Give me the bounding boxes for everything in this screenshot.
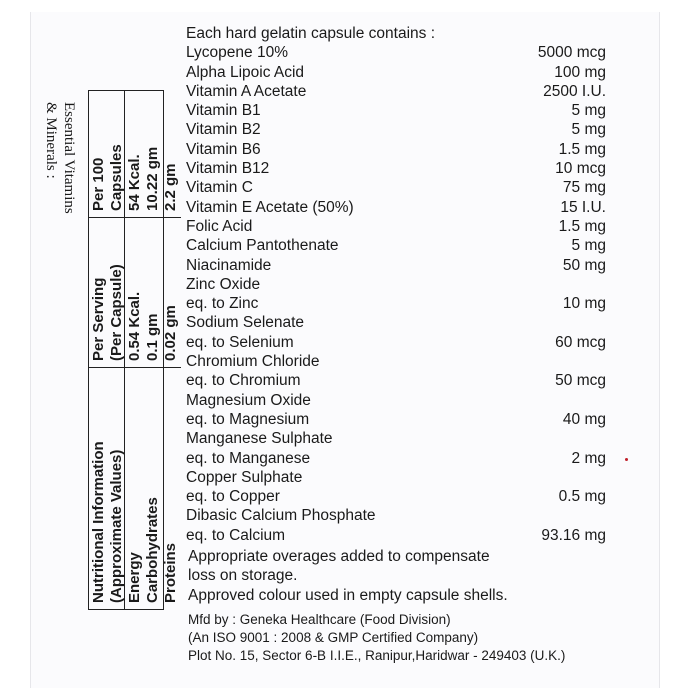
composition-list xyxy=(186,24,606,545)
ingredient-name: Calcium Pantothenate xyxy=(186,237,339,255)
per-serving-header xyxy=(89,217,125,367)
ingredient-row xyxy=(186,526,606,545)
ingredient-row xyxy=(186,275,606,294)
ingredient-name: Vitamin B12 xyxy=(186,160,270,178)
ingredient-row xyxy=(186,178,606,197)
label-proteins: Proteins xyxy=(162,542,179,603)
ingredient-row xyxy=(186,391,606,410)
ingredient-amount: 50 mg xyxy=(562,256,606,274)
header-capsules: Capsules xyxy=(108,144,125,211)
nutrient-labels xyxy=(125,367,181,609)
ingredient-amount: 1.5 mg xyxy=(558,140,606,158)
note-storage: loss on storage. xyxy=(188,567,298,585)
ingredient-name: Vitamin B1 xyxy=(186,102,261,120)
ingredient-row xyxy=(186,159,606,178)
ingredient-row xyxy=(186,101,606,120)
essential-vitamins-caption xyxy=(40,90,80,620)
ingredient-name: eq. to Calcium xyxy=(186,526,286,544)
ingredient-amount: 2 mg xyxy=(571,449,606,467)
header-per-serving: Per Serving xyxy=(90,277,107,361)
ingredient-amount: 0.5 mg xyxy=(558,488,606,506)
ingredient-amount: 10 mg xyxy=(562,295,606,313)
ink-speck xyxy=(625,458,628,461)
value-carbs-100: 10.22 gm xyxy=(144,146,161,211)
ingredient-amount: 15 I.U. xyxy=(560,198,606,216)
ingredient-name: eq. to Manganese xyxy=(186,449,311,467)
ingredient-row xyxy=(186,294,606,313)
ingredient-name: eq. to Selenium xyxy=(186,333,294,351)
ingredient-row xyxy=(186,429,606,448)
ingredient-amount: 93.16 mg xyxy=(541,526,606,544)
ingredient-amount: 100 mg xyxy=(554,63,606,81)
ingredient-amount: 1.5 mg xyxy=(558,217,606,235)
manufacturer-line-1: Mfd by : Geneka Healthcare (Food Division) xyxy=(188,612,451,627)
ingredient-row xyxy=(186,198,606,217)
ingredient-row xyxy=(186,43,606,62)
manufacturer-line-2: (An ISO 9001 : 2008 & GMP Certified Company) xyxy=(188,630,479,645)
ingredient-amount: 60 mcg xyxy=(555,333,606,351)
value-proteins-serving: 0.02 gm xyxy=(162,305,179,361)
ingredient-row xyxy=(186,236,606,255)
ingredient-amount: 10 mcg xyxy=(555,160,606,178)
per-100-values xyxy=(125,91,181,217)
label-carbohydrates: Carbohydrates xyxy=(144,497,161,603)
side-panel xyxy=(40,90,179,620)
ingredient-name: eq. to Chromium xyxy=(186,372,301,390)
ingredient-name: Folic Acid xyxy=(186,217,253,235)
nutrition-header xyxy=(89,367,125,609)
ingredient-amount: 50 mcg xyxy=(555,372,606,390)
label-energy: Energy xyxy=(126,552,143,603)
ingredient-row xyxy=(186,63,606,82)
notes xyxy=(188,547,608,605)
ingredient-row xyxy=(186,140,606,159)
ingredient-name: Vitamin B2 xyxy=(186,121,261,139)
ingredient-row xyxy=(186,506,606,525)
ingredient-name: Vitamin C xyxy=(186,179,253,197)
ingredient-row xyxy=(186,449,606,468)
composition-items xyxy=(186,43,606,545)
ingredient-name: Niacinamide xyxy=(186,256,272,274)
value-carbs-serving: 0.1 gm xyxy=(144,313,161,361)
header-nutrition-sub: (Approximate Values) xyxy=(108,449,125,603)
ingredient-name: Dibasic Calcium Phosphate xyxy=(186,507,376,525)
ingredient-name: Copper Sulphate xyxy=(186,468,303,486)
header-nutrition-title: Nutritional Information xyxy=(90,441,107,603)
ingredient-amount: 5000 mcg xyxy=(537,44,606,62)
essential-line-2: & Minerals : xyxy=(43,102,59,179)
value-energy-serving: 0.54 Kcal. xyxy=(126,291,143,361)
ingredient-amount: 5 mg xyxy=(571,237,606,255)
ingredient-name: Sodium Selenate xyxy=(186,314,305,332)
ingredient-row xyxy=(186,82,606,101)
ingredient-row xyxy=(186,371,606,390)
ingredient-name: Vitamin E Acetate (50%) xyxy=(186,198,354,216)
ingredient-amount: 75 mg xyxy=(562,179,606,197)
ingredient-row xyxy=(186,468,606,487)
value-energy-100: 54 Kcal. xyxy=(126,154,143,211)
ingredient-row xyxy=(186,313,606,332)
ingredient-name: Alpha Lipoic Acid xyxy=(186,63,305,81)
header-per-capsule: (Per Capsule) xyxy=(108,264,125,361)
composition-heading-text: Each hard gelatin capsule contains : xyxy=(186,25,436,42)
per-serving-values xyxy=(125,217,181,367)
ingredient-name: Manganese Sulphate xyxy=(186,430,333,448)
manufacturer-line-3: Plot No. 15, Sector 6-B I.I.E., Ranipur,Haridwar - 249403 (U.K.) xyxy=(188,648,566,663)
ingredient-row xyxy=(186,352,606,371)
value-proteins-100: 2.2 gm xyxy=(162,163,179,211)
composition-heading xyxy=(186,24,606,43)
essential-line-1: Essential Vitamins xyxy=(61,102,77,214)
ingredient-name: eq. to Copper xyxy=(186,488,280,506)
ingredient-name: Vitamin B6 xyxy=(186,140,261,158)
ingredient-name: Chromium Chloride xyxy=(186,353,320,371)
ingredient-amount: 40 mg xyxy=(562,410,606,428)
ingredient-name: eq. to Zinc xyxy=(186,295,259,313)
ingredient-row xyxy=(186,217,606,236)
ingredient-name: eq. to Magnesium xyxy=(186,410,310,428)
ingredient-amount: 5 mg xyxy=(571,121,606,139)
ingredient-row xyxy=(186,333,606,352)
ingredient-name: Magnesium Oxide xyxy=(186,391,311,409)
nutrition-table xyxy=(88,90,179,610)
ingredient-amount: 5 mg xyxy=(571,102,606,120)
ingredient-amount: 2500 I.U. xyxy=(543,82,606,100)
ingredient-name: Lycopene 10% xyxy=(186,44,288,62)
ingredient-row xyxy=(186,410,606,429)
ingredient-name: Vitamin A Acetate xyxy=(186,82,307,100)
per-100-header xyxy=(89,91,125,217)
ingredient-row xyxy=(186,120,606,139)
note-overages: Appropriate overages added to compensate xyxy=(188,548,490,565)
manufacturer-info xyxy=(188,611,565,665)
note-colour: Approved colour used in empty capsule shells. xyxy=(188,586,508,604)
header-per-100: Per 100 xyxy=(90,157,107,211)
ingredient-row xyxy=(186,256,606,275)
ingredient-name: Zinc Oxide xyxy=(186,275,261,293)
ingredient-row xyxy=(186,487,606,506)
